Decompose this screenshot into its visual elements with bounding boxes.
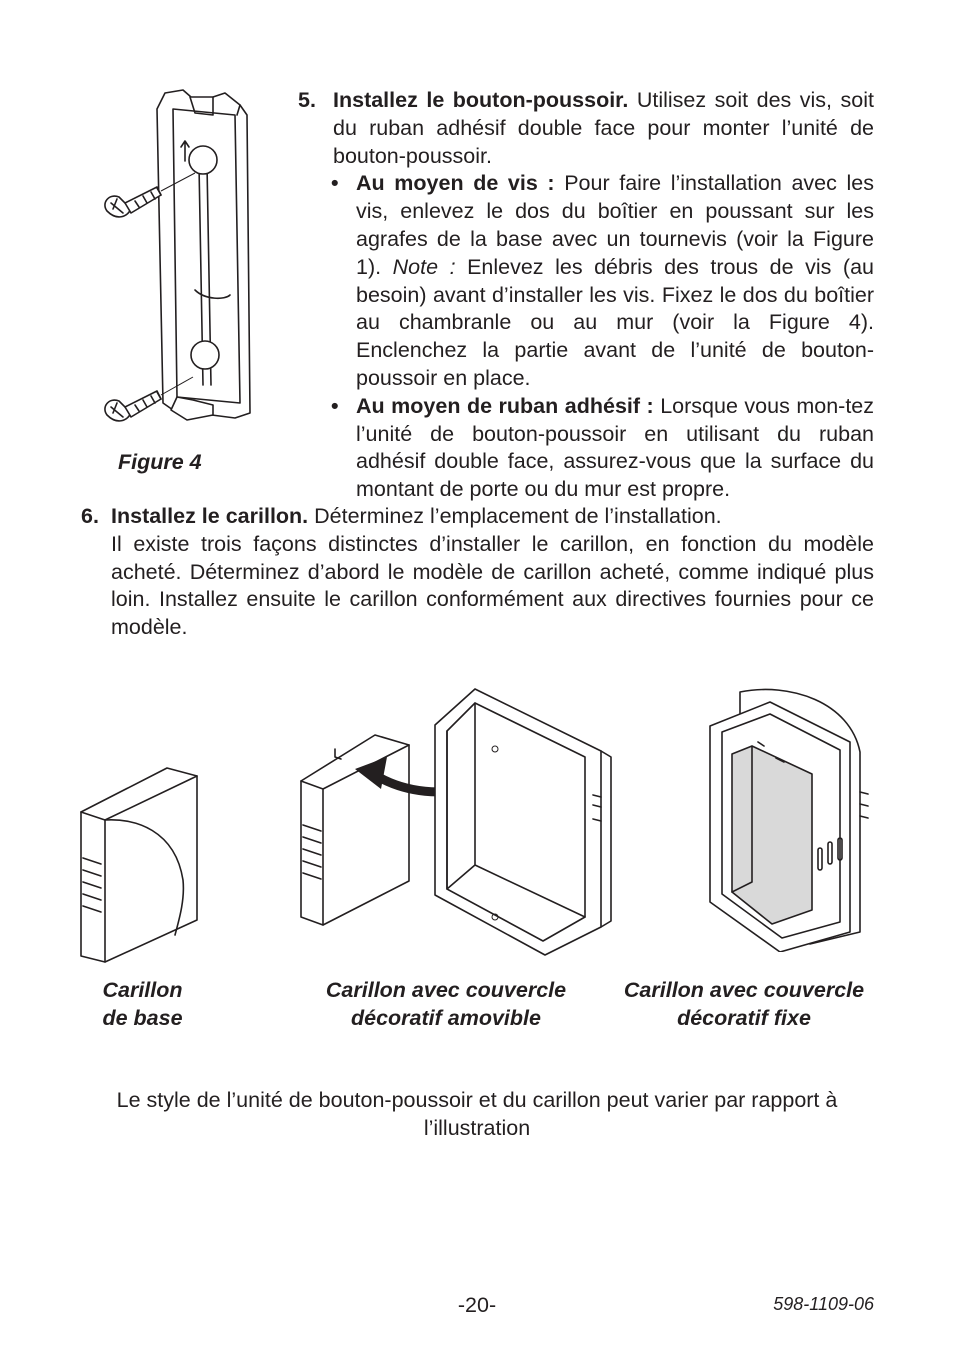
step-5 <box>298 87 874 504</box>
figure-4-caption-text: Figure 4 <box>118 450 202 474</box>
footnote-line: Le style de l’unité de bouton-poussoir et du carillon peut varier par rapport à <box>116 1088 838 1112</box>
step-6-number: 6. <box>81 504 99 528</box>
step-5-title: Installez le bouton-poussoir. <box>333 88 629 112</box>
step-6-paragraph: Il existe trois façons distinctes d’installer le carillon, en fonction du modèle acheté. Déterminez d’abord le modèle de carillon acheté, comme indiqué plus loin. Installez ensuite le carillon conformément aux directives fournies pour ce modèle. <box>111 531 874 640</box>
bullet-tape-paragraph <box>356 393 874 504</box>
basic-chime-illustration <box>75 760 210 965</box>
step-5-number: 5. <box>298 88 316 112</box>
footnote-line: l’illustration <box>423 1115 531 1140</box>
figure-4-illustration <box>95 85 265 425</box>
bullet-screws-text2: Enlevez les débris des trous de vis (au besoin) avant d’installer les vis. Fixez le dos du boîtier au chambranle ou au mur (voir la Figure 4). Enclenchez la partie avant de l’unité de bouton-poussoir en place. <box>356 254 874 390</box>
removable-cover-chime-illustration <box>295 685 620 960</box>
bullet-screws-text1: Pour faire l’installation avec les vis, enlevez le dos du boîtier en poussant sur les agrafes de la base avec un tournevis (voir la Figure 1). <box>356 171 874 279</box>
step-5-paragraph <box>333 87 874 170</box>
document-code: 598-1109-06 <box>773 1294 874 1314</box>
fixed-cover-chime-illustration <box>700 682 880 952</box>
step-6-title: Installez le carillon. <box>111 504 309 528</box>
figure-4-caption <box>118 448 238 476</box>
bullet-dot: • <box>331 393 339 418</box>
page-number: -20- <box>457 1293 497 1317</box>
bullet-dot: • <box>331 171 339 196</box>
bullet-tape <box>333 393 874 504</box>
footnote <box>40 1087 914 1143</box>
fixed-cover-chime-caption <box>594 976 894 1032</box>
bullet-tape-text: Lorsque vous mon-tez l’unité de bouton-poussoir en utilisant du ruban adhésif double face, assurez-vous que la surface du montant de porte ou du mur est propre. <box>356 393 874 502</box>
caption-line: Carillon avec couvercle <box>325 978 567 1002</box>
caption-line: Carillon <box>102 978 183 1002</box>
caption-line: de base <box>102 1006 183 1030</box>
step-5-text: Utilisez soit des vis, soit du ruban adhésif double face pour monter l’unité de bouton-poussoir. <box>333 88 874 168</box>
bullet-screws <box>333 170 874 392</box>
bullet-screws-label: Au moyen de vis : <box>356 171 555 196</box>
bullet-screws-note: Note : <box>392 254 456 279</box>
caption-line: décoratif amovible <box>351 1006 541 1030</box>
caption-line: Carillon avec couvercle <box>623 978 865 1002</box>
step-6-heading <box>111 503 874 531</box>
basic-chime-caption <box>60 976 225 1032</box>
removable-cover-chime-caption <box>296 976 596 1032</box>
bullet-screws-paragraph <box>356 170 874 392</box>
caption-line: décoratif fixe <box>677 1006 811 1030</box>
bullet-tape-label: Au moyen de ruban adhésif : <box>356 393 654 418</box>
step-6-text1: Déterminez l’emplacement de l’installation. <box>308 504 722 528</box>
step-6 <box>81 503 874 642</box>
